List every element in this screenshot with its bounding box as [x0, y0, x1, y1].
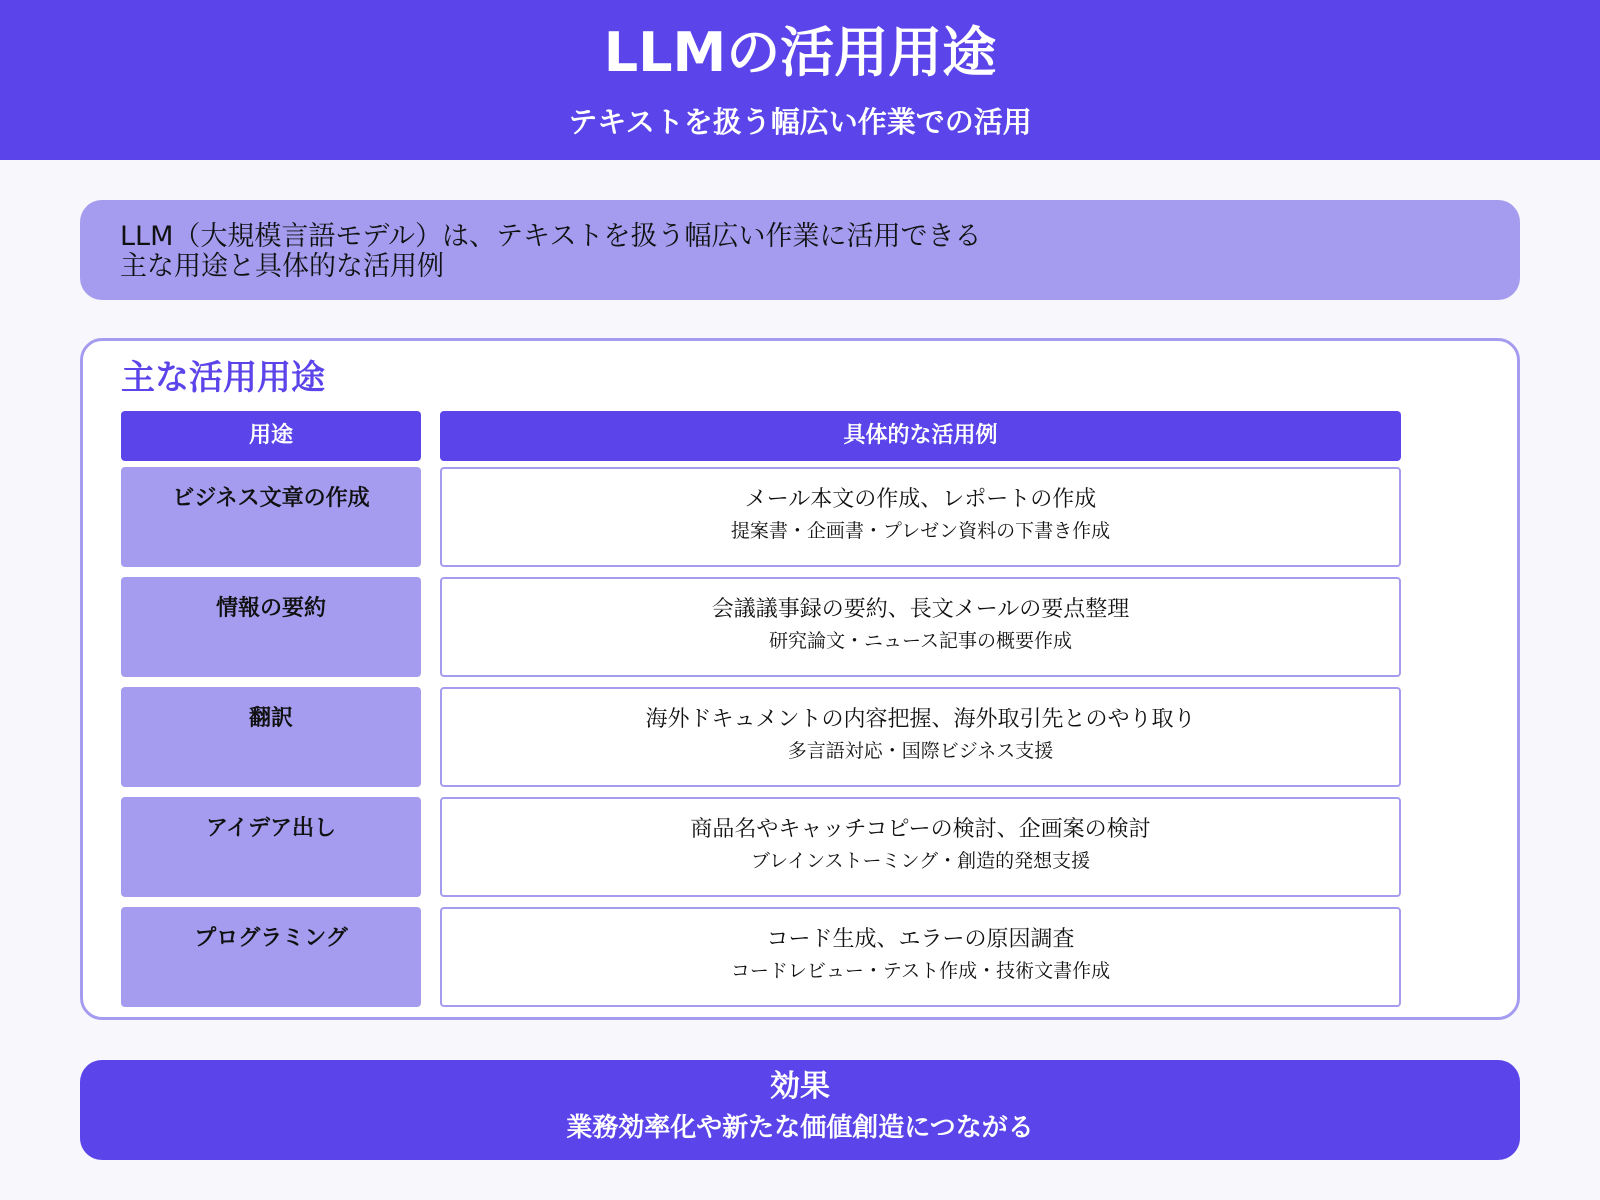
effect-banner: [80, 1060, 1520, 1160]
table-row: [83, 907, 1517, 1007]
intro-box: [80, 200, 1520, 300]
column-header-use: 用途: [121, 411, 421, 461]
row-label: ビジネス文章の作成: [121, 467, 421, 567]
row-example-main: 会議議事録の要約、長文メールの要点整理: [711, 597, 1130, 622]
effect-text: 業務効率化や新たな価値創造につながる: [566, 1113, 1034, 1143]
page-title: LLMの活用用途: [603, 21, 997, 84]
table-row: [83, 467, 1517, 567]
row-example-sub: 提案書・企画書・プレゼン資料の下書き作成: [730, 520, 1111, 542]
table-row: [83, 687, 1517, 787]
row-example-main: 海外ドキュメントの内容把握、海外取引先とのやり取り: [645, 707, 1196, 732]
row-label: プログラミング: [121, 907, 421, 1007]
intro-line-1: LLM（大規模言語モデル）は、テキストを扱う幅広い作業に活用できる: [120, 221, 982, 252]
row-example-sub: コードレビュー・テスト作成・技術文書作成: [730, 960, 1111, 982]
table-row: [83, 797, 1517, 897]
row-example-main: コード生成、エラーの原因調査: [766, 927, 1075, 952]
effect-title: 効果: [770, 1069, 830, 1104]
header-banner: [0, 0, 1600, 160]
row-example-sub: 研究論文・ニュース記事の概要作成: [768, 630, 1073, 652]
row-example-main: 商品名やキャッチコピーの検討、企画案の検討: [690, 817, 1151, 842]
row-examples: [440, 907, 1401, 1007]
table-row: [83, 577, 1517, 677]
row-label: アイデア出し: [121, 797, 421, 897]
row-examples: [440, 797, 1401, 897]
row-label: 情報の要約: [121, 577, 421, 677]
row-example-main: メール本文の作成、レポートの作成: [744, 487, 1097, 512]
row-example-sub: ブレインストーミング・創造的発想支援: [750, 850, 1091, 872]
page-subtitle: テキストを扱う幅広い作業での活用: [568, 105, 1032, 139]
intro-line-2: 主な用途と具体的な活用例: [120, 251, 444, 282]
row-label: 翻訳: [121, 687, 421, 787]
row-examples: [440, 577, 1401, 677]
column-header-examples: 具体的な活用例: [440, 411, 1401, 461]
row-example-sub: 多言語対応・国際ビジネス支援: [787, 740, 1054, 762]
row-examples: [440, 467, 1401, 567]
usage-panel: [80, 338, 1520, 1020]
row-examples: [440, 687, 1401, 787]
section-title: 主な活用用途: [121, 358, 325, 398]
